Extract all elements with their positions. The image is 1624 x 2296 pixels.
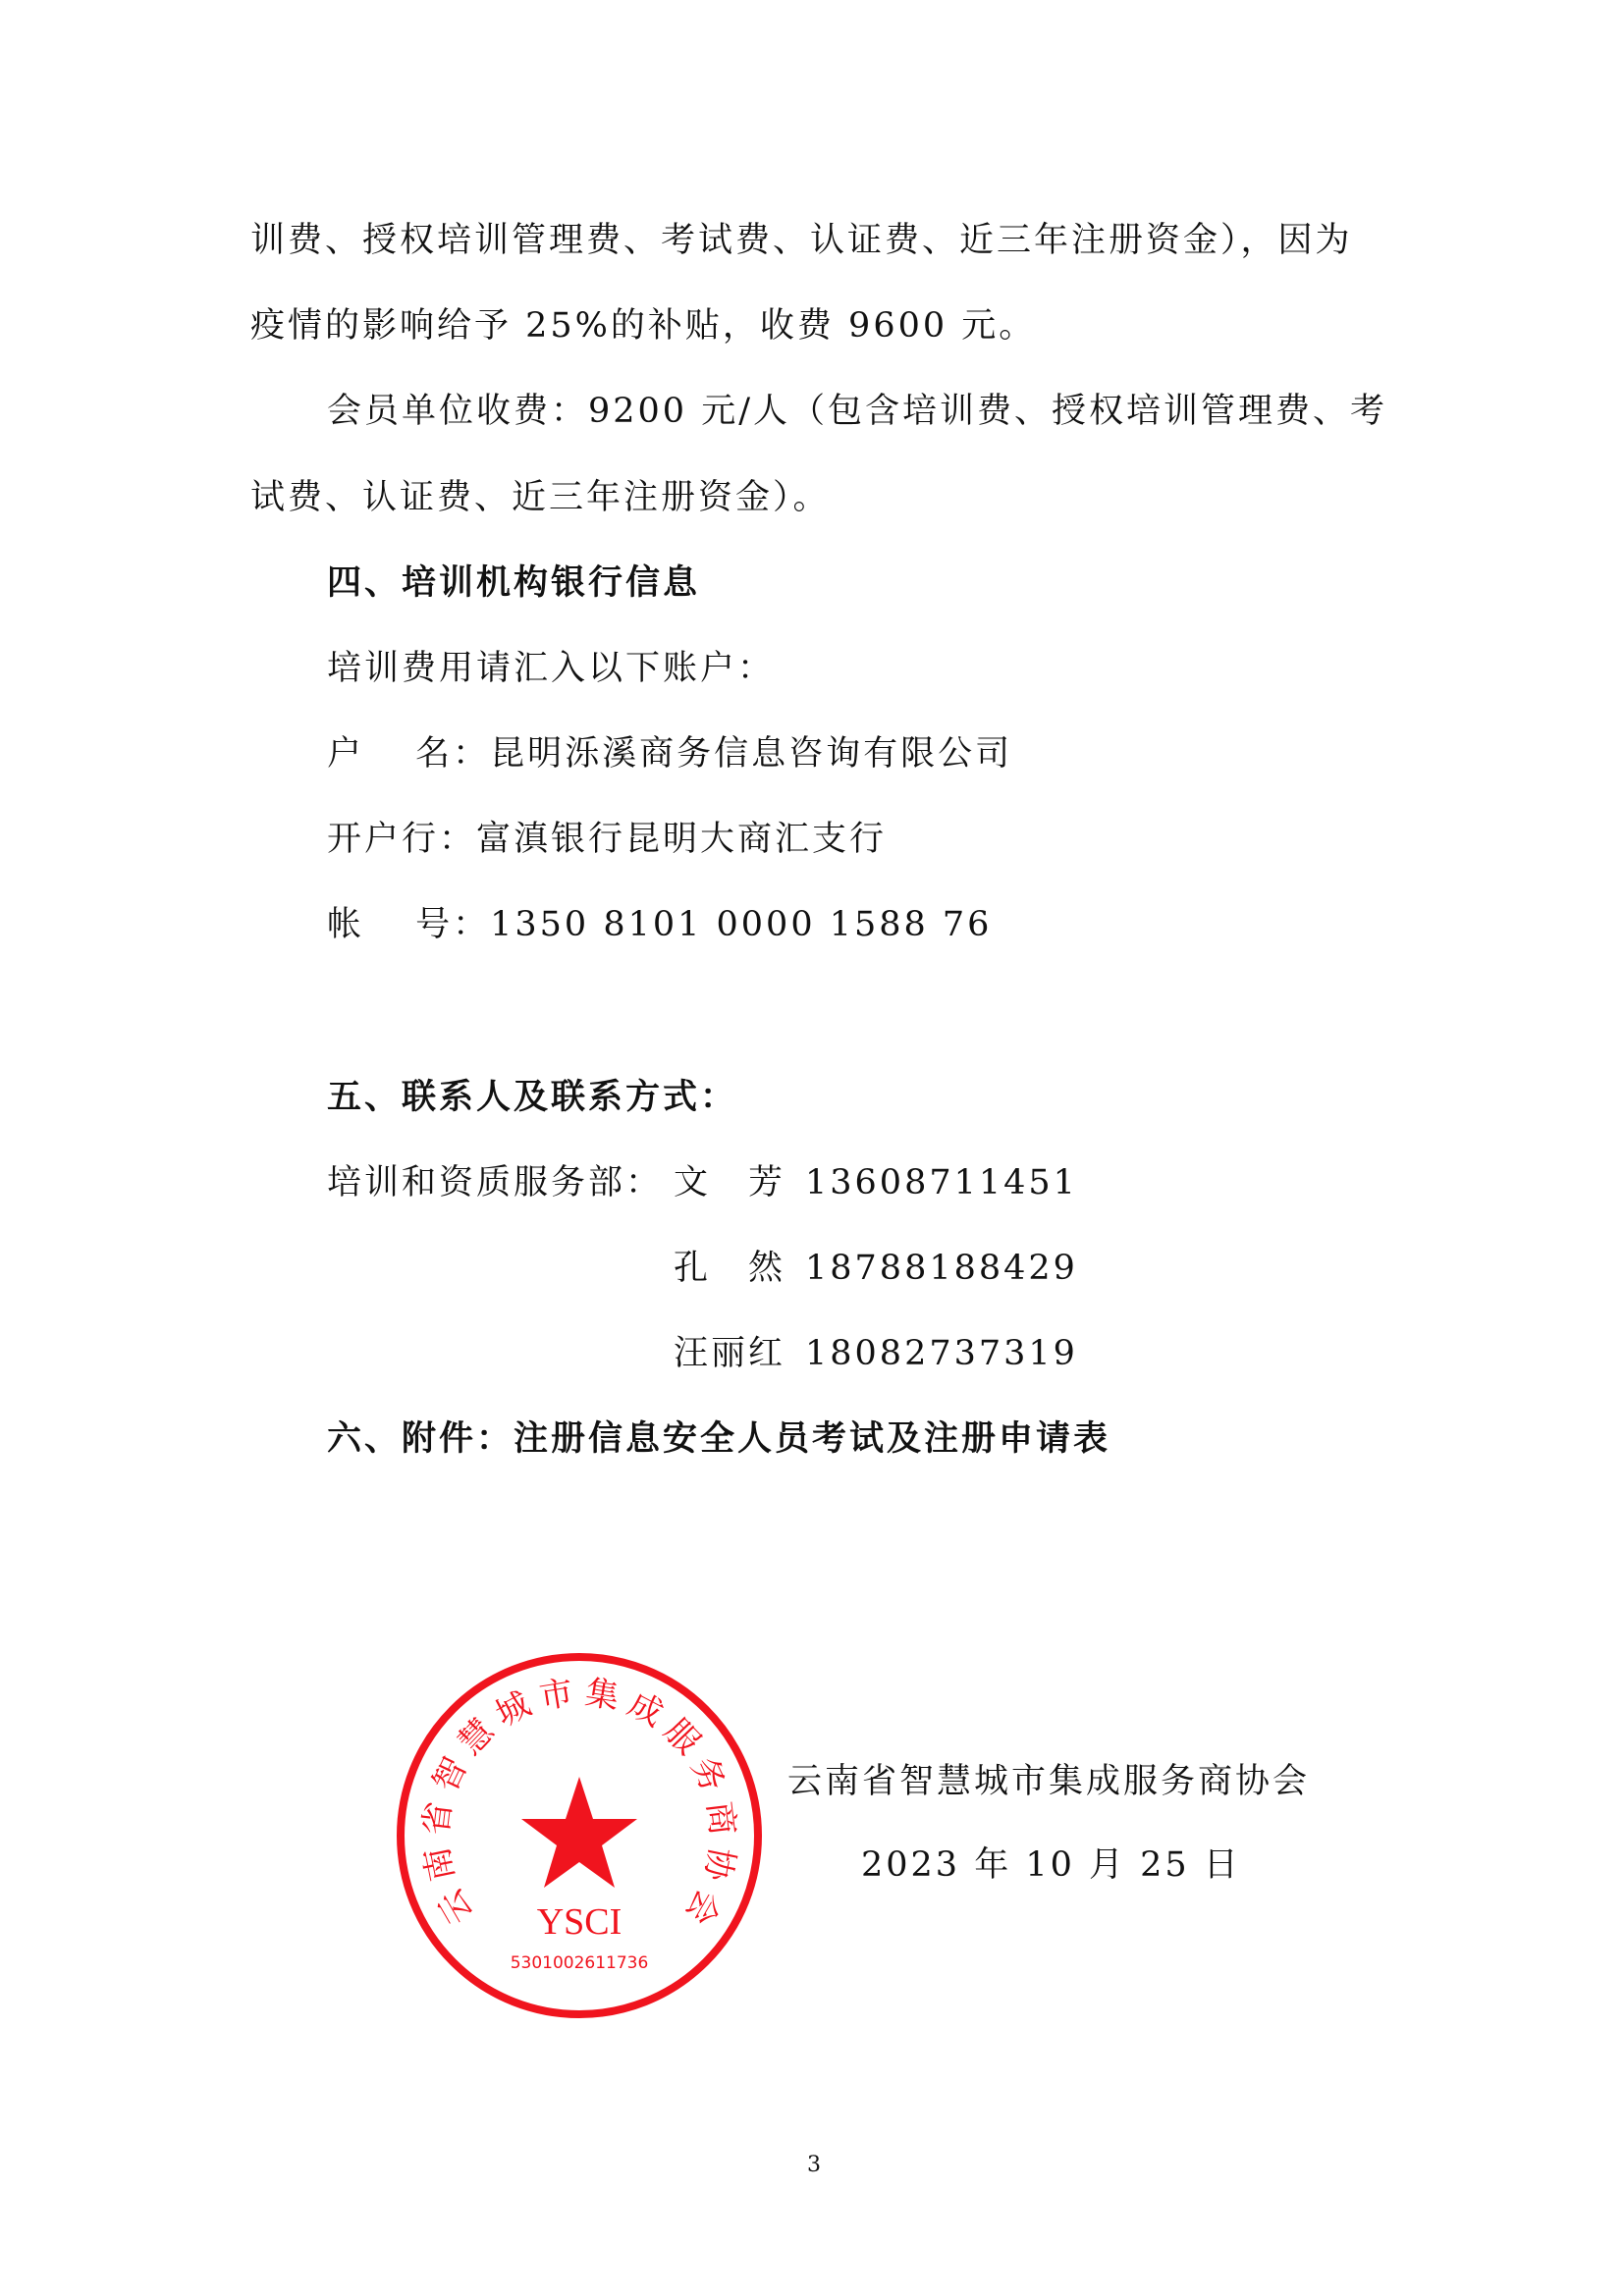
paragraph-line: 会员单位收费：9200 元/人（包含培训费、授权培训管理费、考 (327, 392, 1387, 431)
page-number: 3 (807, 2153, 824, 2177)
paragraph-line: 试费、认证费、近三年注册资金）。 (250, 478, 831, 517)
section-heading-bank: 四、培训机构银行信息 (327, 562, 701, 603)
seal-code: 5301002611736 (510, 1953, 649, 1973)
seal-ring-char: 城 (489, 1683, 537, 1735)
account-name: 户 名：昆明泺溪商务信息咨询有限公司 (327, 734, 1013, 774)
bank-branch: 开户行：富滇银行昆明大商汇支行 (327, 820, 888, 859)
seal-ring-char: 成 (622, 1683, 670, 1735)
seal-ring-char: 省 (416, 1799, 460, 1838)
seal-ring-char: 服 (656, 1711, 708, 1763)
seal-ring-char: 务 (682, 1750, 733, 1798)
contact-phone: 18082737319 (805, 1334, 1078, 1373)
signature-date: 2023 年 10 月 25 日 (861, 1845, 1241, 1885)
seal-ring-char: 慧 (451, 1711, 503, 1763)
contact-name: 孔 然 (674, 1249, 786, 1288)
seal-ring-char: 商 (699, 1799, 742, 1838)
official-seal (393, 1649, 766, 2022)
star-icon (521, 1777, 637, 1888)
paragraph-line: 疫情的影响给予 25%的补贴，收费 9600 元。 (250, 306, 1037, 346)
department-label: 培训和资质服务部： (327, 1163, 664, 1202)
contact-phone: 18788188429 (805, 1249, 1078, 1288)
seal-ring-char: 云 (430, 1882, 482, 1932)
seal-ring-char: 协 (696, 1843, 742, 1885)
signature-org: 云南省智慧城市集成服务商协会 (787, 1762, 1311, 1801)
seal-ring-char: 集 (582, 1673, 623, 1718)
seal-ring-char: 南 (416, 1843, 462, 1885)
account-number: 帐 号：1350 8101 0000 1588 76 (327, 905, 993, 944)
seal-abbr: YSCI (536, 1901, 623, 1943)
contact-name: 汪丽红 (674, 1334, 786, 1373)
seal-ring-char: 市 (536, 1673, 576, 1718)
seal-ring-char: 智 (425, 1750, 476, 1798)
paragraph-line: 训费、授权培训管理费、考试费、认证费、近三年注册资金），因为 (250, 221, 1353, 260)
seal-ring-char: 会 (677, 1882, 729, 1932)
contact-phone: 13608711451 (805, 1163, 1078, 1202)
section-heading-attachment: 六、附件：注册信息安全人员考试及注册申请表 (327, 1418, 1111, 1459)
contact-name: 文 芳 (674, 1163, 786, 1202)
section-heading-contacts: 五、联系人及联系方式： (327, 1077, 738, 1117)
bank-intro: 培训费用请汇入以下账户： (327, 649, 776, 688)
